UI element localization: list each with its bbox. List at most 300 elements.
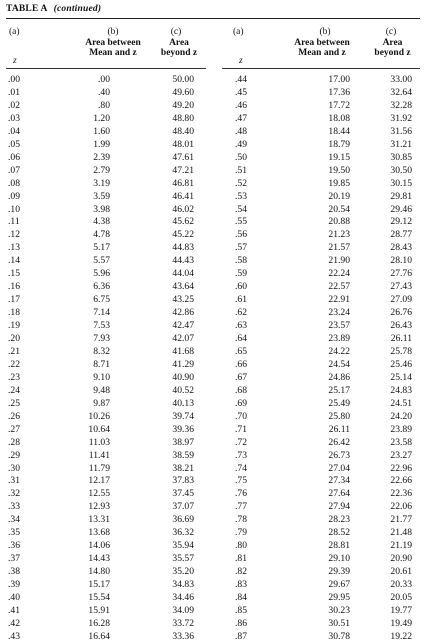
- top-rule: [6, 18, 420, 19]
- table-row: [6, 411, 206, 423]
- area-beyond-value: 40.90: [172, 371, 194, 383]
- area-beyond-value: 38.97: [172, 436, 194, 448]
- area-beyond-value: 20.33: [390, 579, 412, 591]
- area-beyond-value: 33.36: [172, 630, 194, 642]
- z-value: .85: [235, 604, 247, 616]
- area-beyond-value: 25.78: [390, 345, 412, 357]
- area-beyond-value: 45.62: [172, 216, 194, 228]
- z-value: .39: [8, 579, 20, 591]
- z-value: .07: [8, 164, 20, 176]
- table-row: [6, 398, 206, 410]
- table-row: [6, 100, 206, 112]
- table-row: [6, 294, 206, 306]
- area-beyond-value: 21.77: [390, 514, 412, 526]
- area-beyond-value: 34.83: [172, 579, 194, 591]
- table-row: [222, 191, 420, 203]
- z-value: .14: [8, 255, 20, 267]
- table-title: TABLE A: [6, 4, 48, 14]
- table-row: [222, 320, 420, 332]
- area-beyond-value: 24.51: [390, 397, 412, 409]
- table-row: [6, 579, 206, 591]
- z-value: .59: [235, 268, 247, 280]
- area-between-value: 12.17: [88, 475, 110, 487]
- area-between-value: 1.99: [93, 138, 110, 150]
- z-value: .82: [235, 566, 247, 578]
- table-row: [222, 475, 420, 487]
- col-c-line2: beyond z: [160, 48, 198, 58]
- z-value: .67: [235, 371, 247, 383]
- z-value: .17: [8, 294, 20, 306]
- area-between-value: 2.79: [93, 164, 110, 176]
- table-row: [222, 100, 420, 112]
- area-between-value: 25.17: [328, 384, 350, 396]
- area-between-value: 6.36: [93, 281, 110, 293]
- area-between-value: 23.24: [328, 307, 350, 319]
- table-row: [222, 255, 420, 267]
- area-between-value: 24.86: [328, 371, 350, 383]
- right-header-rule: [222, 68, 420, 69]
- area-between-value: 6.75: [93, 294, 110, 306]
- table-row: [222, 294, 420, 306]
- col-a-label: (a): [233, 27, 244, 37]
- area-beyond-value: 28.43: [390, 242, 412, 254]
- area-beyond-value: 42.07: [172, 333, 194, 344]
- table-row: [6, 566, 206, 578]
- table-row: [6, 450, 206, 462]
- area-beyond-value: 33.00: [390, 74, 412, 85]
- z-value: .31: [8, 475, 20, 487]
- area-between-value: 21.23: [328, 229, 350, 241]
- z-value: .71: [235, 423, 247, 435]
- table-row: [6, 165, 206, 177]
- area-beyond-value: 31.92: [390, 112, 412, 124]
- z-value: .46: [235, 99, 247, 111]
- z-value: .45: [235, 86, 247, 98]
- area-beyond-value: 48.40: [172, 125, 194, 137]
- area-between-value: 18.08: [328, 112, 350, 124]
- area-between-value: 7.14: [93, 307, 110, 319]
- table-row: [6, 488, 206, 500]
- area-beyond-value: 39.74: [172, 410, 194, 422]
- z-value: .38: [8, 566, 20, 578]
- z-value: .42: [8, 617, 20, 629]
- area-between-value: 5.17: [93, 242, 110, 254]
- z-value: .76: [235, 488, 247, 500]
- area-between-value: 19.15: [328, 151, 350, 163]
- area-beyond-value: 25.46: [390, 358, 412, 370]
- area-beyond-value: 20.61: [390, 566, 412, 578]
- area-beyond-value: 32.64: [390, 86, 412, 98]
- z-value: .01: [8, 86, 20, 98]
- area-beyond-value: 35.20: [172, 566, 194, 578]
- z-value: .75: [235, 475, 247, 487]
- z-value: .33: [8, 501, 20, 513]
- z-value: .79: [235, 527, 247, 539]
- table-row: [222, 566, 420, 578]
- area-between-value: 16.28: [88, 617, 110, 629]
- area-between-value: 18.79: [328, 138, 350, 150]
- area-between-value: 17.72: [328, 99, 350, 111]
- area-beyond-value: 31.21: [390, 138, 412, 150]
- table-row: [6, 501, 206, 513]
- table-row: [222, 346, 420, 358]
- area-between-value: .40: [98, 86, 110, 98]
- area-beyond-value: 41.68: [172, 345, 194, 357]
- area-between-value: 21.57: [328, 242, 350, 254]
- area-beyond-value: 44.04: [172, 268, 194, 280]
- z-value: .27: [8, 423, 20, 435]
- table-row: [6, 204, 206, 216]
- table-row: [222, 579, 420, 591]
- area-between-value: 29.39: [328, 566, 350, 578]
- col-b-line1: Area between: [294, 38, 350, 48]
- table-row: [6, 372, 206, 384]
- table-row: [6, 307, 206, 319]
- area-between-value: 30.78: [328, 630, 350, 642]
- area-between-value: .80: [98, 99, 110, 111]
- area-beyond-value: 21.48: [390, 527, 412, 539]
- area-beyond-value: 32.28: [390, 99, 412, 111]
- area-beyond-value: 37.45: [172, 488, 194, 500]
- table-row: [6, 178, 206, 190]
- area-between-value: 27.94: [328, 501, 350, 513]
- table-row: [222, 242, 420, 254]
- table-row: [6, 437, 206, 449]
- area-beyond-value: 37.83: [172, 475, 194, 487]
- area-between-value: 27.04: [328, 462, 350, 474]
- area-beyond-value: 50.00: [172, 74, 194, 85]
- area-between-value: 24.54: [328, 358, 350, 370]
- table-row: [222, 411, 420, 423]
- table-row: [6, 631, 206, 643]
- col-b-line2: Mean and z: [89, 48, 137, 58]
- area-beyond-value: 44.43: [172, 255, 194, 267]
- area-beyond-value: 33.72: [172, 617, 194, 629]
- z-value: .23: [8, 371, 20, 383]
- area-between-value: 25.49: [328, 397, 350, 409]
- z-value: .26: [8, 410, 20, 422]
- area-beyond-value: 47.61: [172, 151, 194, 163]
- area-between-value: 4.78: [93, 229, 110, 241]
- table-row: [222, 450, 420, 462]
- z-value: .70: [235, 410, 247, 422]
- table-row: [222, 281, 420, 293]
- col-b-line1: Area between: [85, 38, 141, 48]
- table-row: [222, 385, 420, 397]
- z-value: .55: [235, 216, 247, 228]
- area-between-value: 26.42: [328, 436, 350, 448]
- area-beyond-value: 38.59: [172, 449, 194, 461]
- area-beyond-value: 23.89: [390, 423, 412, 435]
- area-between-value: 2.39: [93, 151, 110, 163]
- area-beyond-value: 36.32: [172, 527, 194, 539]
- area-beyond-value: 20.90: [390, 553, 412, 565]
- area-beyond-value: 29.46: [390, 203, 412, 215]
- z-value: .41: [8, 604, 20, 616]
- table-row: [6, 152, 206, 164]
- table-row: [6, 592, 206, 604]
- z-value: .66: [235, 358, 247, 370]
- area-between-value: 11.79: [88, 462, 110, 474]
- area-between-value: 14.06: [88, 540, 110, 552]
- area-between-value: 15.91: [88, 604, 110, 616]
- table-row: [6, 553, 206, 565]
- table-row: [6, 191, 206, 203]
- area-beyond-value: 41.29: [172, 358, 194, 370]
- table-row: [222, 113, 420, 125]
- table-row: [222, 488, 420, 500]
- table-row: [222, 631, 420, 643]
- area-beyond-value: 19.49: [390, 617, 412, 629]
- z-value: .84: [235, 592, 247, 603]
- area-beyond-value: 42.47: [172, 320, 194, 332]
- z-value: .54: [235, 203, 247, 215]
- area-between-value: 4.38: [93, 216, 110, 228]
- area-between-value: 28.81: [328, 540, 350, 552]
- area-beyond-value: 28.10: [390, 255, 412, 267]
- area-beyond-value: 22.96: [390, 462, 412, 474]
- table-row: [6, 87, 206, 99]
- col-a-label: (a): [9, 27, 20, 37]
- table-row: [6, 255, 206, 267]
- area-beyond-value: 22.66: [390, 475, 412, 487]
- z-value: .34: [8, 514, 20, 526]
- table-row: [6, 268, 206, 280]
- table-row: [6, 359, 206, 371]
- area-beyond-value: 35.94: [172, 540, 194, 552]
- table-row: [222, 372, 420, 384]
- z-value: .78: [235, 514, 247, 526]
- area-between-value: 1.60: [93, 125, 110, 137]
- z-value: .48: [235, 125, 247, 137]
- table-row: [222, 359, 420, 371]
- area-beyond-value: 40.52: [172, 384, 194, 396]
- area-beyond-value: 27.09: [390, 294, 412, 306]
- table-row: [6, 346, 206, 358]
- area-beyond-value: 46.81: [172, 177, 194, 189]
- area-beyond-value: 40.13: [172, 397, 194, 409]
- z-value: .52: [235, 177, 247, 189]
- area-beyond-value: 24.20: [390, 410, 412, 422]
- z-value: .63: [235, 320, 247, 332]
- z-value: .15: [8, 268, 20, 280]
- table-row: [222, 540, 420, 552]
- z-value: .40: [8, 592, 20, 603]
- z-value: .32: [8, 488, 20, 500]
- area-between-value: 14.43: [88, 553, 110, 565]
- z-value: .47: [235, 112, 247, 124]
- area-between-value: 16.64: [88, 630, 110, 642]
- table-row: [222, 307, 420, 319]
- table-row: [222, 424, 420, 436]
- area-between-value: 13.68: [88, 527, 110, 539]
- z-value: .61: [235, 294, 247, 306]
- z-value: .10: [8, 203, 20, 215]
- table-row: [222, 605, 420, 617]
- z-value: .05: [8, 138, 20, 150]
- z-value: .03: [8, 112, 20, 124]
- table-row: [222, 398, 420, 410]
- area-between-value: 23.57: [328, 320, 350, 332]
- table-row: [222, 437, 420, 449]
- area-beyond-value: 47.21: [172, 164, 194, 176]
- area-beyond-value: 29.81: [390, 190, 412, 202]
- area-between-value: 19.50: [328, 164, 350, 176]
- area-beyond-value: 36.69: [172, 514, 194, 526]
- area-between-value: 22.91: [328, 294, 350, 306]
- z-value: .56: [235, 229, 247, 241]
- z-value: .86: [235, 617, 247, 629]
- area-beyond-value: 26.43: [390, 320, 412, 332]
- area-beyond-value: 27.76: [390, 268, 412, 280]
- table-continued: (continued): [53, 4, 102, 14]
- z-value: .12: [8, 229, 20, 241]
- area-beyond-value: 27.43: [390, 281, 412, 293]
- area-beyond-value: 46.02: [172, 203, 194, 215]
- area-between-value: 30.23: [328, 604, 350, 616]
- area-between-value: 12.55: [88, 488, 110, 500]
- area-between-value: 28.52: [328, 527, 350, 539]
- z-value: .04: [8, 125, 20, 137]
- z-value: .83: [235, 579, 247, 591]
- col-c-label: (c): [170, 27, 182, 37]
- area-between-value: 8.32: [93, 345, 110, 357]
- z-value: .00: [8, 74, 20, 85]
- z-value: .77: [235, 501, 247, 513]
- col-z-label: z: [13, 56, 17, 66]
- area-beyond-value: 22.36: [390, 488, 412, 500]
- table-row: [222, 333, 420, 345]
- area-beyond-value: 37.07: [172, 501, 194, 513]
- area-beyond-value: 42.86: [172, 307, 194, 319]
- area-between-value: 20.19: [328, 190, 350, 202]
- area-beyond-value: 19.22: [390, 630, 412, 642]
- area-between-value: 23.89: [328, 333, 350, 344]
- z-value: .06: [8, 151, 20, 163]
- area-between-value: .00: [98, 74, 110, 85]
- z-value: .35: [8, 527, 20, 539]
- table-row: [6, 540, 206, 552]
- z-value: .43: [8, 630, 20, 642]
- area-beyond-value: 49.60: [172, 86, 194, 98]
- z-value: .21: [8, 345, 20, 357]
- area-between-value: 3.98: [93, 203, 110, 215]
- area-beyond-value: 30.85: [390, 151, 412, 163]
- table-row: [222, 618, 420, 630]
- table-row: [222, 165, 420, 177]
- table-row: [6, 618, 206, 630]
- table-row: [6, 424, 206, 436]
- z-value: .02: [8, 99, 20, 111]
- table-row: [222, 501, 420, 513]
- z-value: .65: [235, 345, 247, 357]
- area-between-value: 5.57: [93, 255, 110, 267]
- area-beyond-value: 48.80: [172, 112, 194, 124]
- area-between-value: 26.73: [328, 449, 350, 461]
- area-between-value: 21.90: [328, 255, 350, 267]
- col-b-label: (b): [319, 27, 331, 37]
- area-beyond-value: 35.57: [172, 553, 194, 565]
- area-between-value: 29.10: [328, 553, 350, 565]
- area-between-value: 8.71: [93, 358, 110, 370]
- col-c-line1: Area: [382, 38, 403, 48]
- area-between-value: 29.95: [328, 592, 350, 603]
- table-row: [222, 204, 420, 216]
- area-between-value: 17.36: [328, 86, 350, 98]
- z-value: .20: [8, 333, 20, 344]
- z-value: .81: [235, 553, 247, 565]
- table-row: [222, 463, 420, 475]
- z-value: .74: [235, 462, 247, 474]
- area-beyond-value: 26.11: [390, 333, 412, 344]
- area-between-value: 27.34: [328, 475, 350, 487]
- col-c-line1: Area: [169, 38, 189, 48]
- area-beyond-value: 44.83: [172, 242, 194, 254]
- area-beyond-value: 46.41: [172, 190, 194, 202]
- area-beyond-value: 43.25: [172, 294, 194, 306]
- z-value: .49: [235, 138, 247, 150]
- area-between-value: 22.57: [328, 281, 350, 293]
- table-row: [6, 514, 206, 526]
- area-between-value: 11.41: [88, 449, 110, 461]
- col-c-label: (c): [385, 27, 397, 37]
- col-c-line2: beyond z: [374, 48, 411, 58]
- area-between-value: 20.54: [328, 203, 350, 215]
- area-between-value: 28.23: [328, 514, 350, 526]
- area-between-value: 15.54: [88, 592, 110, 603]
- table-row: [6, 527, 206, 539]
- col-b-label: (b): [107, 27, 119, 37]
- page-title: [6, 4, 101, 14]
- z-value: .13: [8, 242, 20, 254]
- z-value: .36: [8, 540, 20, 552]
- area-between-value: 26.11: [328, 423, 350, 435]
- z-value: .53: [235, 190, 247, 202]
- z-value: .28: [8, 436, 20, 448]
- table-row: [6, 242, 206, 254]
- area-between-value: 18.44: [328, 125, 350, 137]
- area-beyond-value: 38.21: [172, 462, 194, 474]
- area-between-value: 7.53: [93, 320, 110, 332]
- z-value: .25: [8, 397, 20, 409]
- z-value: .80: [235, 540, 247, 552]
- area-beyond-value: 23.27: [390, 449, 412, 461]
- z-value: .44: [235, 74, 247, 85]
- table-row: [222, 592, 420, 604]
- area-between-value: 11.03: [88, 436, 110, 448]
- z-value: .69: [235, 397, 247, 409]
- z-value: .73: [235, 449, 247, 461]
- area-beyond-value: 19.77: [390, 604, 412, 616]
- area-between-value: 22.24: [328, 268, 350, 280]
- z-value: .51: [235, 164, 247, 176]
- table-row: [6, 216, 206, 228]
- z-value: .29: [8, 449, 20, 461]
- table-row: [222, 268, 420, 280]
- z-value: .72: [235, 436, 247, 448]
- area-between-value: 19.85: [328, 177, 350, 189]
- area-beyond-value: 30.50: [390, 164, 412, 176]
- table-row: [222, 139, 420, 151]
- area-beyond-value: 34.09: [172, 604, 194, 616]
- area-between-value: 10.64: [88, 423, 110, 435]
- z-value: .16: [8, 281, 20, 293]
- area-between-value: 12.93: [88, 501, 110, 513]
- area-between-value: 20.88: [328, 216, 350, 228]
- z-value: .08: [8, 177, 20, 189]
- z-value: .11: [8, 216, 20, 228]
- area-between-value: 9.10: [93, 371, 110, 383]
